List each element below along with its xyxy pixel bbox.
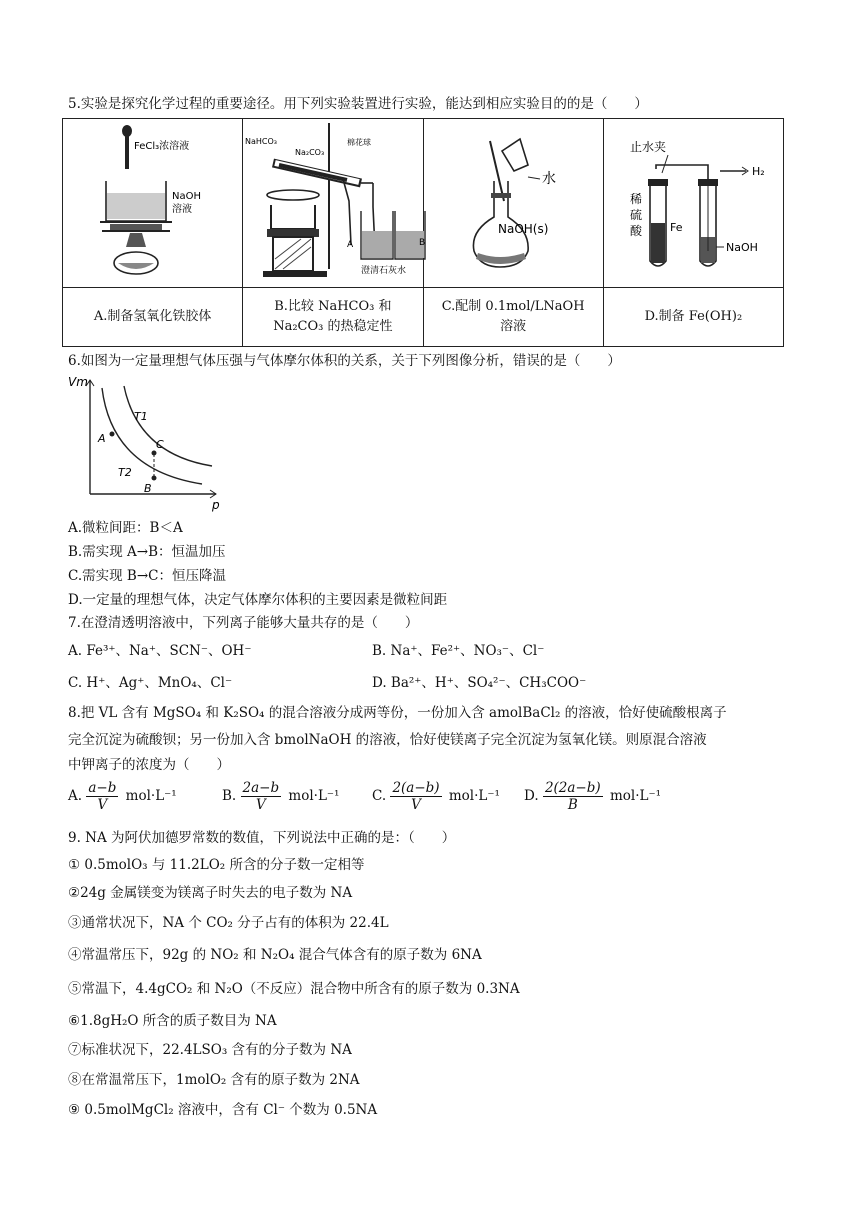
q5-apparatus-d	[603, 119, 783, 288]
axis-p: p	[212, 498, 220, 512]
q5-option-a: A.制备氢氧化铁胶体	[63, 288, 243, 347]
q8-stem-line1: 8.把 VL 含有 MgSO₄ 和 K₂SO₄ 的混合溶液分成两等份，一份加入含 amolBaCl₂ 的溶液，恰好使硫酸根离子	[68, 705, 727, 721]
q6-stem: 6.如图为一定量理想气体压强与气体摩尔体积的关系，关于下列图像分析，错误的是（ ）	[68, 353, 621, 369]
label-acid-3: 酸	[630, 224, 643, 238]
q8-option-a: A. $\frac{a-b}{V}$ mol·L⁻¹	[68, 780, 177, 813]
q8-option-d: D. $\frac{2(2a-b)}{B}$ mol·L⁻¹	[524, 780, 661, 813]
q8-option-b-fraction: $\frac{2a-b}{V}$	[242, 780, 280, 813]
q9-item-4: ④常温常压下，92g 的 NO₂ 和 N₂O₄ 混合气体含有的原子数为 6NA	[68, 947, 482, 963]
label-acid-2: 硫	[630, 208, 643, 222]
label-naoh-d: NaOH	[726, 241, 759, 254]
q8-stem-line3: 中钾离子的浓度为（ ）	[68, 757, 230, 773]
q6-option-c: C.需实现 B→C：恒压降温	[68, 568, 226, 584]
solution-prep-diagram	[424, 121, 604, 281]
label-fe: Fe	[670, 221, 683, 234]
q6-option-d: D.一定量的理想气体，决定气体摩尔体积的主要因素是微粒间距	[68, 592, 448, 608]
q8-option-b: B. $\frac{2a-b}{V}$ mol·L⁻¹	[222, 780, 340, 813]
q5-option-d: D.制备 Fe(OH)₂	[603, 288, 783, 347]
q7-option-c: C. H⁺、Ag⁺、MnO₄、Cl⁻	[68, 675, 233, 691]
q9-item-7: ⑦标准状况下，22.4LSO₃ 含有的分子数为 NA	[68, 1042, 352, 1058]
q8-option-c-fraction: $\frac{2(a-b)}{V}$	[392, 780, 440, 813]
q5-option-c: C.配制 0.1mol/LNaOH 溶液	[423, 288, 603, 347]
q7-option-d: D. Ba²⁺、H⁺、SO₄²⁻、CH₃COO⁻	[372, 675, 587, 691]
q7-option-b: B. Na⁺、Fe²⁺、NO₃⁻、Cl⁻	[372, 643, 545, 659]
label-fecl3: FeCl₃浓溶液	[133, 141, 189, 152]
q5-apparatus-b	[243, 119, 426, 288]
q9-item-2: ②24g 金属镁变为镁离子时失去的电子数为 NA	[68, 885, 353, 901]
curve-t1-label: T1	[134, 410, 148, 423]
label-limewater: 澄清石灰水	[361, 266, 407, 276]
q6-pv-graph	[66, 372, 226, 512]
label-acid-1: 稀	[630, 192, 643, 206]
q9-stem: 9. NA 为阿伏加德罗常数的数值，下列说法中正确的是：（ ）	[68, 830, 456, 846]
curve-t2-label: T2	[118, 466, 132, 479]
label-tube-a: A	[347, 240, 354, 250]
q8-stem-line2: 完全沉淀为硫酸钡；另一份加入含 bmolNaOH 的溶液，恰好使镁离子完全沉淀为氢氧化镁。则原混合溶液	[68, 732, 707, 748]
label-nahco3: NaHCO₃	[245, 137, 278, 146]
q5-option-b: B.比较 NaHCO₃ 和 Na₂CO₃ 的热稳定性	[243, 288, 423, 347]
q7-option-a: A. Fe³⁺、Na⁺、SCN⁻、OH⁻	[68, 643, 252, 659]
feoh2-apparatus-diagram	[608, 121, 778, 281]
thermal-stability-diagram	[243, 119, 431, 283]
point-b-label: B	[144, 482, 152, 495]
q6-option-a: A.微粒间距：B＜A	[68, 520, 183, 536]
q7-stem: 7.在澄清透明溶液中，下列离子能够大量共存的是（ ）	[68, 615, 419, 631]
q8-option-a-fraction: $\frac{a-b}{V}$	[88, 780, 117, 813]
q9-item-8: ⑧在常温常压下，1molO₂ 含有的原子数为 2NA	[68, 1072, 360, 1088]
label-clamp: 止水夹	[630, 140, 667, 154]
q9-item-6: ⑥1.8gH₂O 所含的质子数目为 NA	[68, 1013, 277, 1029]
q5-apparatus-a	[63, 119, 243, 288]
q9-item-3: ③通常状况下，NA 个 CO₂ 分子占有的体积为 22.4L	[68, 915, 389, 931]
q5-stem: 5.实验是探究化学过程的重要途径。用下列实验装置进行实验，能达到相应实验目的的是（ ）	[68, 96, 648, 112]
q9-item-9: ⑨ 0.5molMgCl₂ 溶液中，含有 Cl⁻ 个数为 0.5NA	[68, 1102, 378, 1118]
point-a-label: A	[98, 432, 106, 445]
label-water: 水	[541, 171, 556, 187]
q5-apparatus-table	[62, 118, 784, 347]
q6-option-b: B.需实现 A→B：恒温加压	[68, 544, 226, 560]
label-h2: H₂	[752, 165, 766, 178]
q9-item-5: ⑤常温下，4.4gCO₂ 和 N₂O（不反应）混合物中所含有的原子数为 0.3NA	[68, 981, 520, 997]
label-naoh-solid: NaOH(s)	[497, 222, 548, 236]
label-na2co3: Na₂CO₃	[295, 148, 325, 157]
label-cotton: 棉花球	[347, 138, 372, 147]
q5-apparatus-c	[423, 119, 603, 288]
q8-option-c: C. $\frac{2(a-b)}{V}$ mol·L⁻¹	[372, 780, 500, 813]
colloid-apparatus-diagram	[68, 121, 238, 281]
point-c-label: C	[156, 438, 164, 451]
label-tube-b: B	[419, 238, 426, 248]
axis-vm: Vm	[68, 375, 88, 389]
label-naoh: NaOH	[171, 191, 201, 202]
q8-option-d-fraction: $\frac{2(2a-b)}{B}$	[544, 780, 601, 813]
label-solution: 溶液	[171, 204, 192, 215]
q9-item-1: ① 0.5molO₃ 与 11.2LO₂ 所含的分子数一定相等	[68, 857, 365, 873]
